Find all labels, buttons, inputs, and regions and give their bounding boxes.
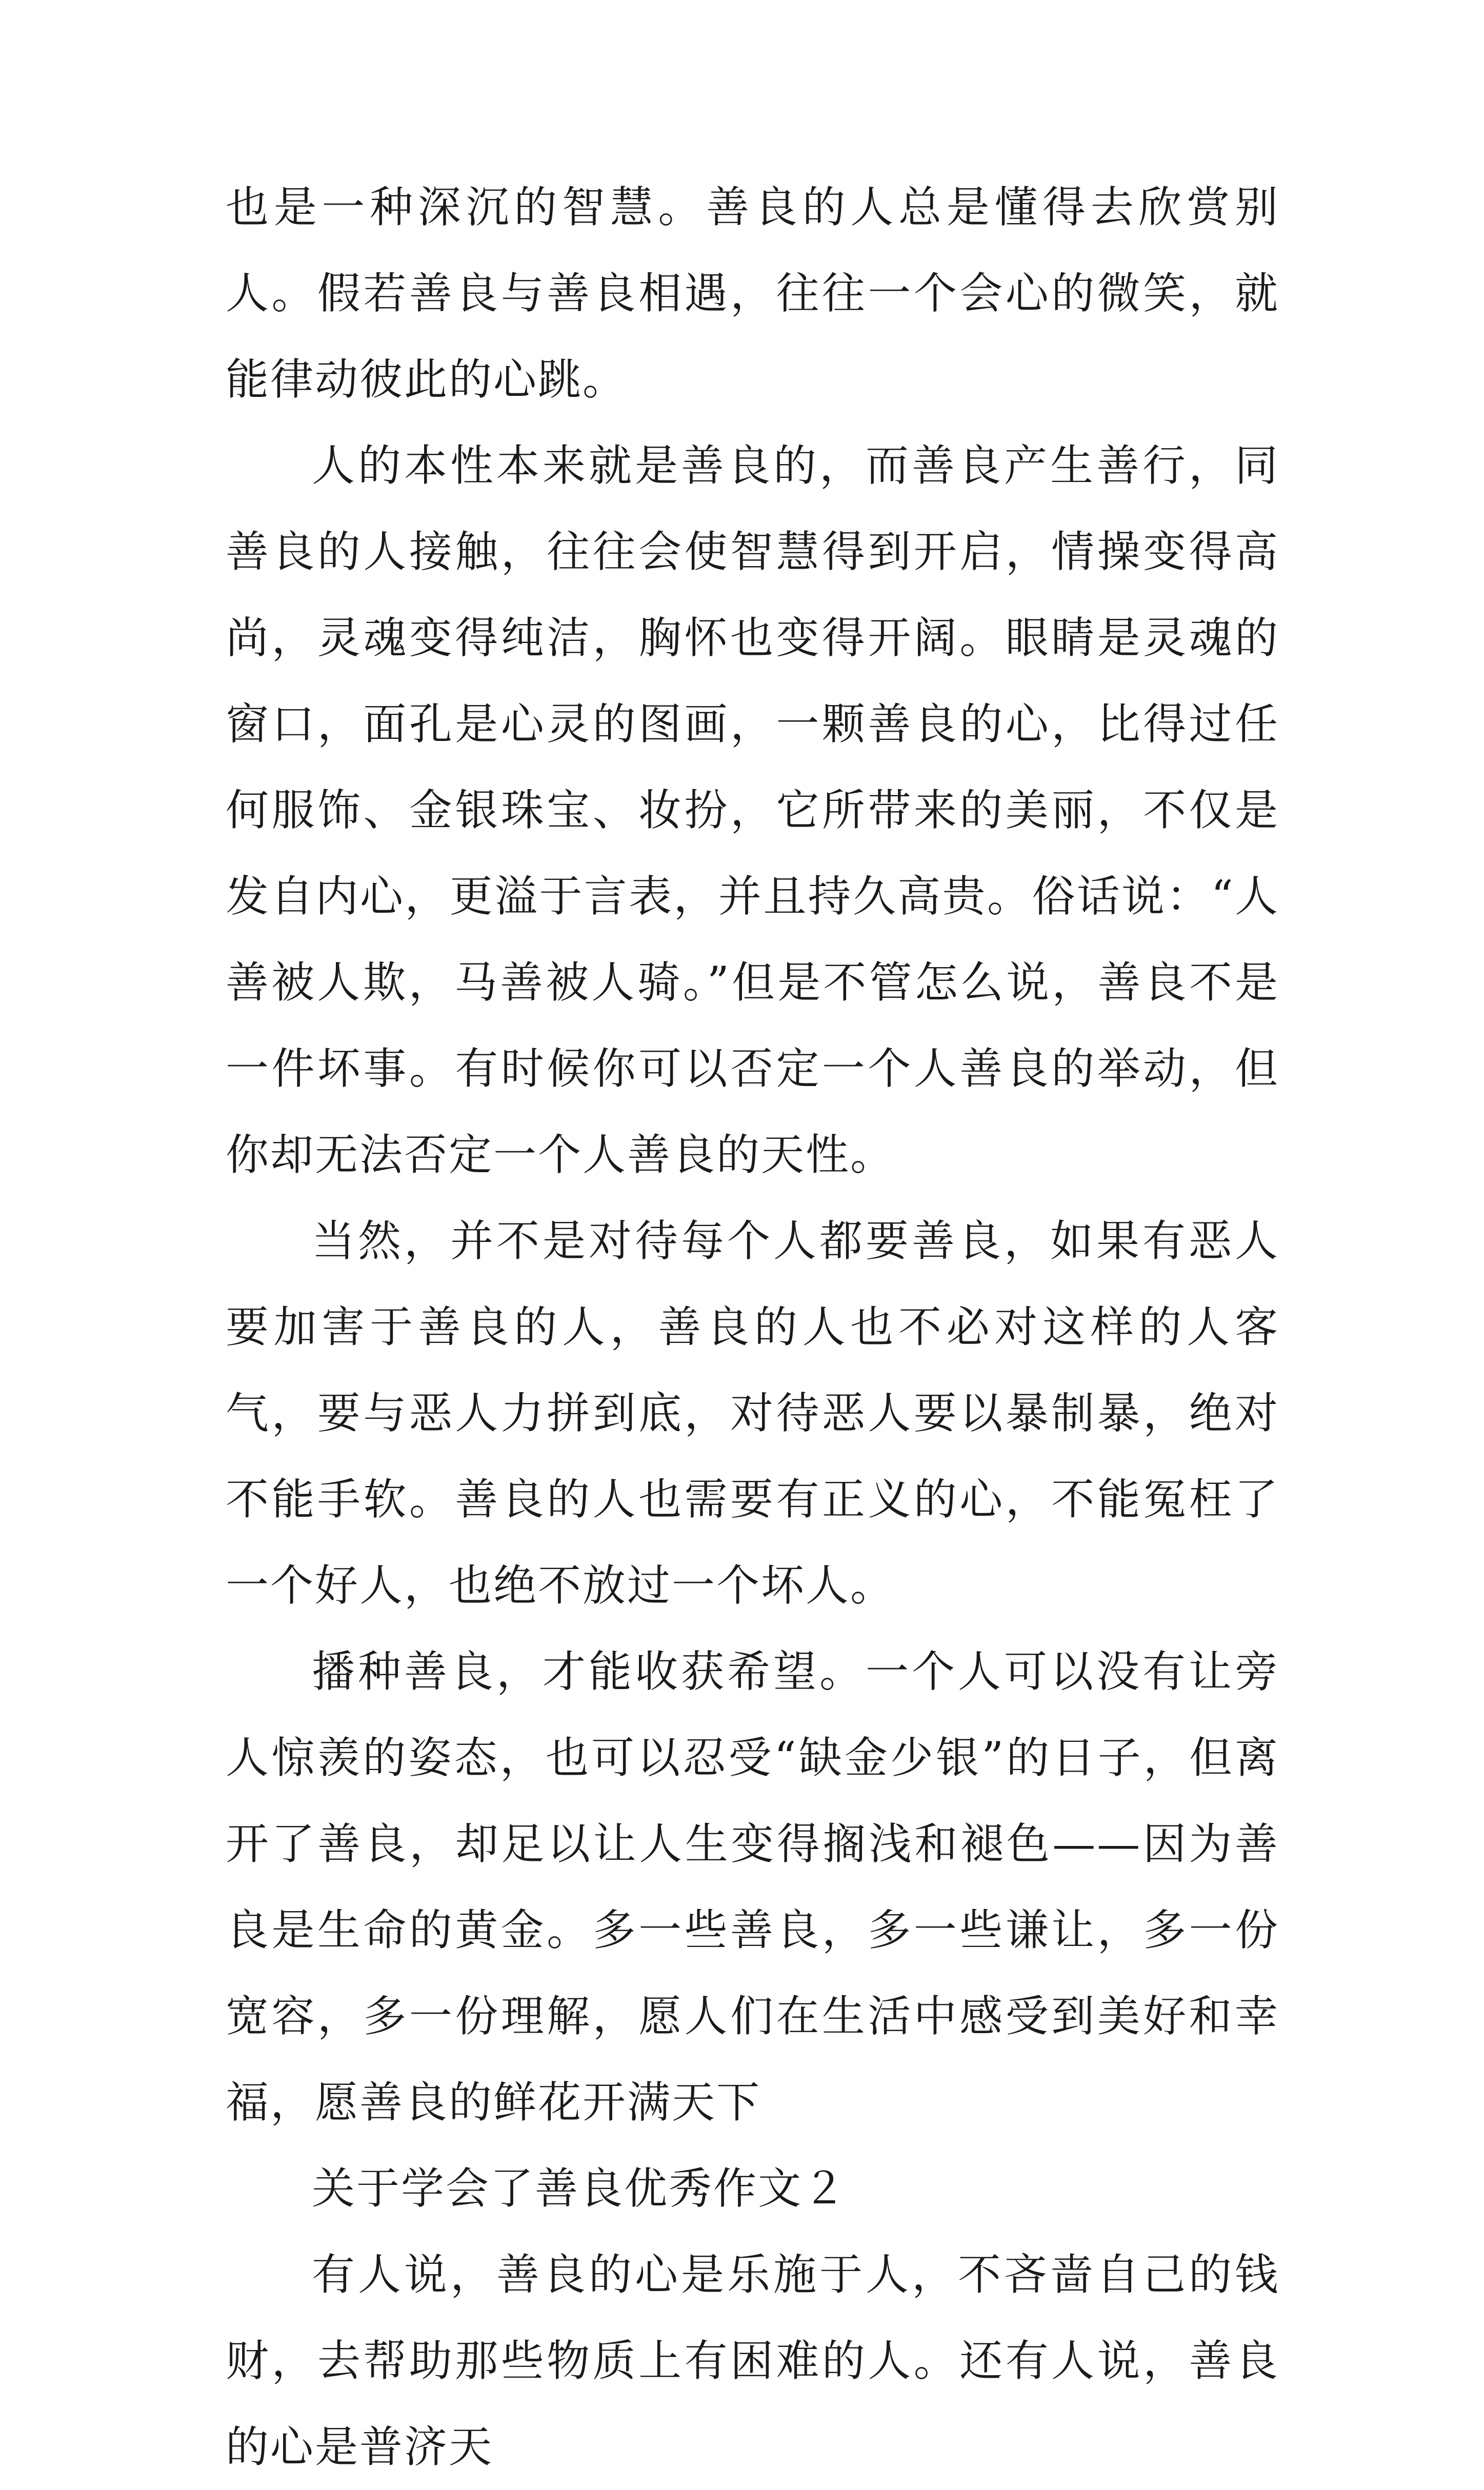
document-page <box>226 164 1279 2490</box>
paragraph-evil-people: 当然，并不是对待每个人都要善良，如果有恶人要加害于善良的人，善良的人也不必对这样的人客气，要与恶人力拼到底，对待恶人要以暴制暴，绝对不能手软。善良的人也需要有正义的心，不能冤枉了一个好人，也绝不放过一个坏人。 <box>226 1216 1279 1611</box>
section-title: 关于学会了善良优秀作文２ <box>312 2163 848 2214</box>
paragraph-human-nature: 人的本性本来就是善良的，而善良产生善行，同善良的人接触，往往会使智慧得到开启，情操变得高尚，灵魂变得纯洁，胸怀也变得开阔。眼睛是灵魂的窗口，面孔是心灵的图画，一颗善良的心，比得过任何服饰、金银珠宝、妆扮，它所带来的美丽，不仅是发自内心，更溢于言表，并且持久高贵。俗话说：“人善被人欺，马善被人骑。”但是不管怎么说，善良不是一件坏事。有时候你可以否定一个人善良的举动，但你却无法否定一个人善良的天性。 <box>226 440 1279 1180</box>
paragraph-continuation: 也是一种深沉的智慧。善良的人总是懂得去欣赏别人。假若善良与善良相遇，往往一个会心的微笑，就能律动彼此的心跳。 <box>226 182 1279 405</box>
paragraph-essay-2-start: 有人说，善良的心是乐施于人，不吝啬自己的钱财，去帮助那些物质上有困难的人。还有人说，善良的心是普济天 <box>226 2250 1279 2472</box>
paragraph-sow-kindness: 播种善良，才能收获希望。一个人可以没有让旁人惊羡的姿态，也可以忍受“缺金少银”的日子，但离开了善良，却足以让人生变得搁浅和褪色——因为善良是生命的黄金。多一些善良，多一些谦让，多一份宽容，多一份理解，愿人们在生活中感受到美好和幸福，愿善良的鲜花开满天下 <box>226 1646 1279 2127</box>
